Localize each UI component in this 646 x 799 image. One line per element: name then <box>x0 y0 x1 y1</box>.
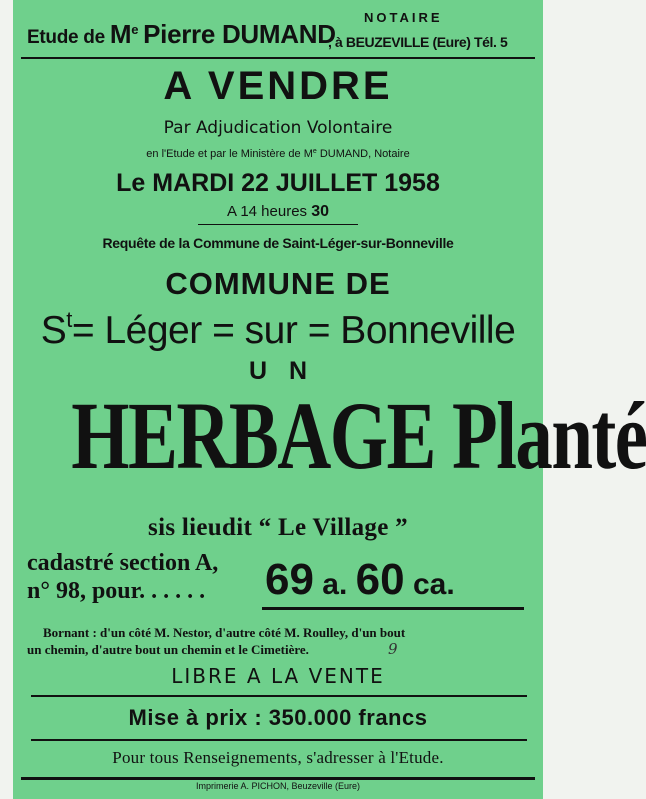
unit-centiares: ca. <box>404 568 455 601</box>
price-rule <box>31 739 527 741</box>
notary-title-m: M <box>109 19 132 49</box>
libre-a-la-vente: LIBRE A LA VENTE <box>171 664 385 688</box>
notary-office-line <box>27 19 336 50</box>
sale-time-text: A 14 heures <box>226 203 308 220</box>
ministere-after: DUMAND, Notaire <box>316 148 410 160</box>
notary-title-sup: e <box>131 22 139 37</box>
poster-title: A VENDRE <box>163 64 393 108</box>
requete-line: Requête de la Commune de Saint-Léger-sur-Bonneville <box>102 235 454 251</box>
cadastre-line-1: cadastré section A, <box>27 550 219 576</box>
notary-location: , à BEUZEVILLE (Eure) Tél. 5 <box>328 34 508 50</box>
surface-underline <box>262 607 524 610</box>
village-st: S <box>40 309 67 352</box>
cadastre-line-2: n° 98, pour. . . . . . <box>27 578 206 604</box>
surface-centiares: 60 <box>355 555 405 604</box>
footer-rule <box>21 777 535 780</box>
village-rest: = Léger = sur = Bonneville <box>71 309 516 352</box>
lieudit-line: sis lieudit “ Le Village ” <box>148 514 408 541</box>
surface-value <box>265 555 455 605</box>
libre-rule <box>31 695 527 697</box>
notary-name: Pierre DUMAND <box>143 19 336 49</box>
commune-de: COMMUNE DE <box>165 266 391 301</box>
mise-a-prix: Mise à prix : 350.000 francs <box>128 705 428 730</box>
un-label: UN <box>248 357 330 385</box>
ministere-sup: e <box>312 148 317 155</box>
notary-label: NOTAIRE <box>364 10 443 25</box>
ministere-before: en l'Etude et par le Ministère de M <box>146 148 313 160</box>
time-underline <box>198 224 358 225</box>
adjudication-line: Par Adjudication Volontaire <box>163 118 393 138</box>
bornant-line-1: Bornant : d'un côté M. Nestor, d'autre côté M. Roulley, d'un bout <box>43 625 406 640</box>
notary-title <box>110 19 138 49</box>
renseignements-line: Pour tous Renseignements, s'adresser à l'Etude. <box>112 748 444 767</box>
surface-ares: 69 <box>265 555 314 604</box>
header-rule <box>21 57 535 59</box>
herbage-plante: HERBAGE Planté <box>71 382 646 489</box>
village-name <box>13 307 543 353</box>
bornant-line-2: un chemin, d'autre bout un chemin et le Cimetière. <box>27 642 309 657</box>
sale-time-minutes: 30 <box>311 203 330 220</box>
handwritten-note: 9 <box>388 640 398 658</box>
sale-date: Le MARDI 22 JUILLET 1958 <box>116 169 440 197</box>
imprimerie-line: Imprimerie A. PICHON, Beuzeville (Eure) <box>195 781 361 791</box>
unit-ares: a. <box>313 568 356 601</box>
village-st-sup: t <box>66 307 72 332</box>
auction-poster <box>13 0 646 799</box>
etude-de: Etude de <box>27 27 105 48</box>
sale-time <box>13 203 543 221</box>
ministere-line <box>13 148 543 160</box>
